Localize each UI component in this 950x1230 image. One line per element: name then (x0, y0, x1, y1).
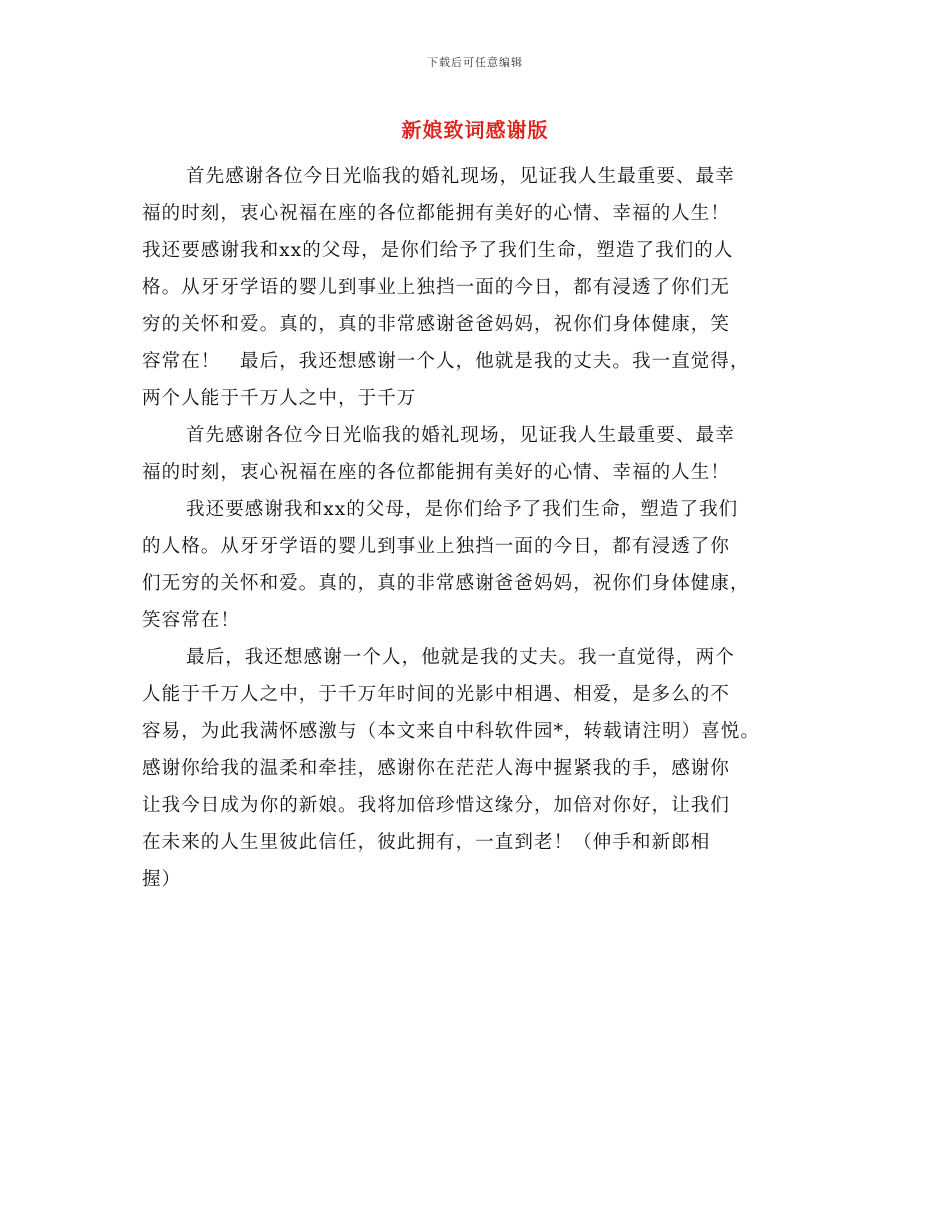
text-line: 首先感谢各位今日光临我的婚礼现场，见证我人生最重要、最幸 (186, 425, 735, 446)
document-body (142, 158, 822, 898)
text-line: 笑容常在！ (142, 610, 241, 631)
text-line: 容易，为此我满怀感激与（本文来自中科软件园*，转载请注明）喜悦。 (142, 721, 760, 742)
text-line: 在未来的人生里彼此信任，彼此拥有，一直到老！（伸手和新郎相 (142, 832, 711, 853)
text-line: 容常在！ 最后，我还想感谢一个人，他就是我的丈夫。我一直觉得， (142, 351, 750, 372)
document-title: 新娘致词感谢版 (401, 118, 549, 142)
text-line: 人能于千万人之中，于千万年时间的光影中相遇、相爱，是多么的不 (142, 684, 731, 705)
text-line: 穷的关怀和爱。真的，真的非常感谢爸爸妈妈，祝你们身体健康，笑 (142, 314, 731, 335)
text-line: 们无穷的关怀和爱。真的，真的非常感谢爸爸妈妈，祝你们身体健康， (142, 573, 750, 594)
text-line: 感谢你给我的温柔和牵挂，感谢你在茫茫人海中握紧我的手，感谢你 (142, 758, 731, 779)
text-line: 福的时刻，衷心祝福在座的各位都能拥有美好的心情、幸福的人生！ (142, 203, 731, 224)
text-line: 最后，我还想感谢一个人，他就是我的丈夫。我一直觉得，两个 (186, 647, 735, 668)
text-line: 格。从牙牙学语的婴儿到事业上独挡一面的今日，都有浸透了你们无 (142, 277, 731, 298)
text-line: 握） (142, 869, 182, 890)
text-line: 的人格。从牙牙学语的婴儿到事业上独挡一面的今日，都有浸透了你 (142, 536, 731, 557)
text-line: 福的时刻，衷心祝福在座的各位都能拥有美好的心情、幸福的人生！ (142, 462, 731, 483)
text-line: 让我今日成为你的新娘。我将加倍珍惜这缘分，加倍对你好，让我们 (142, 795, 731, 816)
page-header-note: 下载后可任意编辑 (427, 56, 523, 69)
text-line: 我还要感谢我和xx的父母，是你们给予了我们生命，塑造了我们 (186, 499, 739, 520)
text-line: 我还要感谢我和xx的父母，是你们给予了我们生命，塑造了我们的人 (142, 240, 734, 261)
text-line: 首先感谢各位今日光临我的婚礼现场，见证我人生最重要、最幸 (186, 166, 735, 187)
text-line: 两个人能于千万人之中，于千万 (142, 388, 417, 409)
